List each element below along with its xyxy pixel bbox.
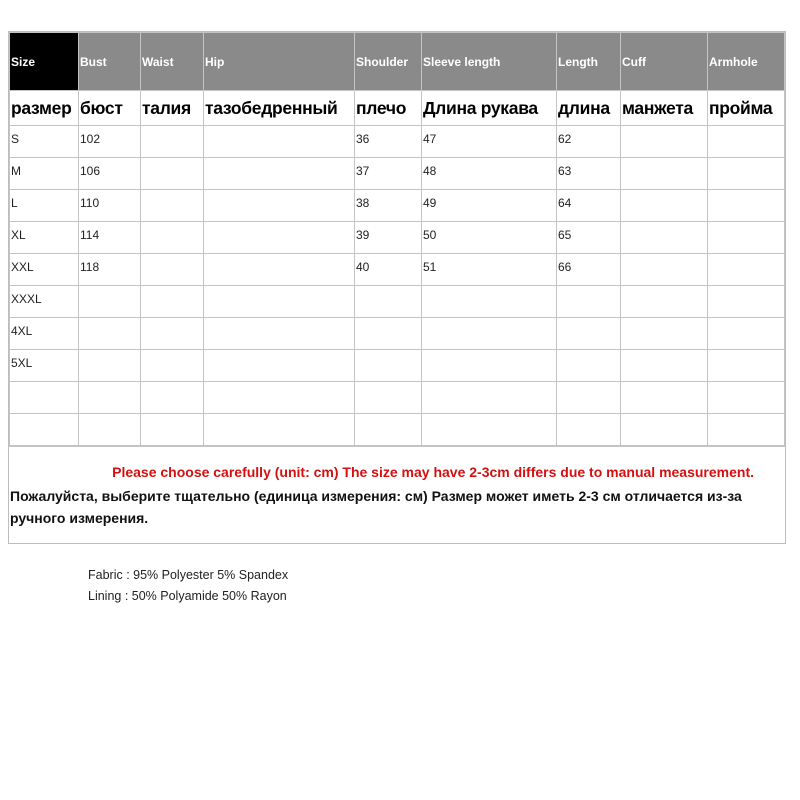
- header-row-ru: [10, 91, 785, 126]
- table-row-cell: 63: [557, 158, 621, 190]
- table-row: [10, 222, 785, 254]
- fabric-line: Fabric : 95% Polyester 5% Spandex: [88, 568, 289, 582]
- table-row-cell: [204, 414, 355, 446]
- table-row: [10, 414, 785, 446]
- table-row-cell: [621, 350, 708, 382]
- table-row-cell: [355, 382, 422, 414]
- table-row-cell: [708, 190, 785, 222]
- table-row-cell: [557, 414, 621, 446]
- table-row-cell: 50: [422, 222, 557, 254]
- table-row-cell: 62: [557, 126, 621, 158]
- measurement-note: [9, 446, 785, 543]
- table-row-cell: [79, 286, 141, 318]
- table-row-cell: [557, 382, 621, 414]
- table-row-cell: [204, 190, 355, 222]
- table-row-cell: 5XL: [10, 350, 79, 382]
- table-row-cell: [621, 382, 708, 414]
- table-row-cell: [708, 254, 785, 286]
- table-row-cell: 110: [79, 190, 141, 222]
- warning-en: Please choose carefully (unit: cm) The size may have 2-3cm differs due to manual measurement.: [112, 464, 754, 480]
- table-row-cell: [708, 158, 785, 190]
- table-row-cell: [621, 126, 708, 158]
- table-row-cell: 37: [355, 158, 422, 190]
- table-row-cell: 48: [422, 158, 557, 190]
- header-row-ru-cell: тазобедренный: [204, 91, 355, 126]
- table-row-cell: [621, 158, 708, 190]
- table-row-cell: 106: [79, 158, 141, 190]
- table-row-cell: [204, 350, 355, 382]
- table-row-cell: [79, 382, 141, 414]
- table-row-cell: [204, 126, 355, 158]
- header-row-en-cell: Cuff: [621, 33, 708, 91]
- header-row-en-cell: Waist: [141, 33, 204, 91]
- table-row-cell: [141, 318, 204, 350]
- table-row-cell: [79, 318, 141, 350]
- table-row-cell: [708, 414, 785, 446]
- header-row-en-cell: Bust: [79, 33, 141, 91]
- table-row-cell: [355, 318, 422, 350]
- table-row-cell: [708, 222, 785, 254]
- table-row-cell: [355, 350, 422, 382]
- table-row-cell: [621, 190, 708, 222]
- table-row-cell: [422, 350, 557, 382]
- header-row-ru-cell: бюст: [79, 91, 141, 126]
- size-table: [9, 32, 785, 446]
- table-row: [10, 318, 785, 350]
- table-row: [10, 190, 785, 222]
- table-row-cell: [10, 414, 79, 446]
- table-row: [10, 158, 785, 190]
- header-row-en-cell: Size: [10, 33, 79, 91]
- table-row-cell: [708, 126, 785, 158]
- table-row-cell: [141, 382, 204, 414]
- table-row-cell: 118: [79, 254, 141, 286]
- table-row-cell: 51: [422, 254, 557, 286]
- header-row-ru-cell: манжета: [621, 91, 708, 126]
- table-row-cell: [621, 254, 708, 286]
- table-row-cell: S: [10, 126, 79, 158]
- table-row-cell: 4XL: [10, 318, 79, 350]
- table-row-cell: [355, 286, 422, 318]
- table-row-cell: M: [10, 158, 79, 190]
- table-row-cell: [141, 158, 204, 190]
- table-row-cell: [79, 414, 141, 446]
- table-row-cell: 36: [355, 126, 422, 158]
- table-row-cell: [141, 286, 204, 318]
- header-row-en: [10, 33, 785, 91]
- header-row-en-cell: Armhole: [708, 33, 785, 91]
- header-row-ru-cell: талия: [141, 91, 204, 126]
- table-row-cell: 64: [557, 190, 621, 222]
- header-row-ru-cell: размер: [10, 91, 79, 126]
- table-row-cell: [204, 158, 355, 190]
- table-row-cell: [708, 382, 785, 414]
- table-row: [10, 350, 785, 382]
- table-row-cell: [204, 318, 355, 350]
- table-row-cell: XL: [10, 222, 79, 254]
- table-row-cell: 47: [422, 126, 557, 158]
- table-row-cell: 65: [557, 222, 621, 254]
- table-row-cell: [141, 350, 204, 382]
- table-row-cell: [204, 222, 355, 254]
- table-row-cell: 49: [422, 190, 557, 222]
- header-row-en-cell: Length: [557, 33, 621, 91]
- header-row-en-cell: Shoulder: [355, 33, 422, 91]
- table-row-cell: 40: [355, 254, 422, 286]
- table-row-cell: [141, 190, 204, 222]
- table-row-cell: [79, 350, 141, 382]
- table-row: [10, 286, 785, 318]
- table-row-cell: XXXL: [10, 286, 79, 318]
- table-row-cell: [708, 318, 785, 350]
- table-row-cell: [422, 414, 557, 446]
- table-row-cell: [10, 382, 79, 414]
- header-row-en-cell: Sleeve length: [422, 33, 557, 91]
- table-row-cell: [621, 414, 708, 446]
- table-row: [10, 254, 785, 286]
- table-row-cell: [204, 254, 355, 286]
- table-row-cell: [141, 254, 204, 286]
- size-chart: [8, 31, 786, 544]
- table-row-cell: [355, 414, 422, 446]
- table-row-cell: 102: [79, 126, 141, 158]
- table-row-cell: [557, 350, 621, 382]
- table-row-cell: [204, 286, 355, 318]
- header-row-ru-cell: длина: [557, 91, 621, 126]
- header-row-ru-cell: пройма: [708, 91, 785, 126]
- table-row-cell: [708, 350, 785, 382]
- table-row-cell: [422, 318, 557, 350]
- table-row-cell: [141, 222, 204, 254]
- table-row: [10, 382, 785, 414]
- table-row-cell: [557, 286, 621, 318]
- table-row-cell: XXL: [10, 254, 79, 286]
- table-row-cell: [557, 318, 621, 350]
- table-row-cell: 114: [79, 222, 141, 254]
- warning-ru: Пожалуйста, выберите тщательно (единица измерения: см) Размер может иметь 2-3 см отличается из-за ручного измерения.: [10, 488, 742, 526]
- header-row-ru-cell: плечо: [355, 91, 422, 126]
- table-row-cell: [422, 382, 557, 414]
- material-info: [88, 565, 288, 607]
- table-row-cell: 38: [355, 190, 422, 222]
- table-row-cell: 66: [557, 254, 621, 286]
- lining-line: Lining : 50% Polyamide 50% Rayon: [88, 589, 287, 603]
- table-row-cell: 39: [355, 222, 422, 254]
- table-row-cell: [621, 286, 708, 318]
- table-row-cell: [621, 318, 708, 350]
- header-row-ru-cell: Длина рукава: [422, 91, 557, 126]
- table-row-cell: [621, 222, 708, 254]
- table-row-cell: [141, 126, 204, 158]
- header-row-en-cell: Hip: [204, 33, 355, 91]
- table-row: [10, 126, 785, 158]
- table-row-cell: [422, 286, 557, 318]
- table-row-cell: [204, 382, 355, 414]
- table-row-cell: [141, 414, 204, 446]
- table-row-cell: L: [10, 190, 79, 222]
- table-row-cell: [708, 286, 785, 318]
